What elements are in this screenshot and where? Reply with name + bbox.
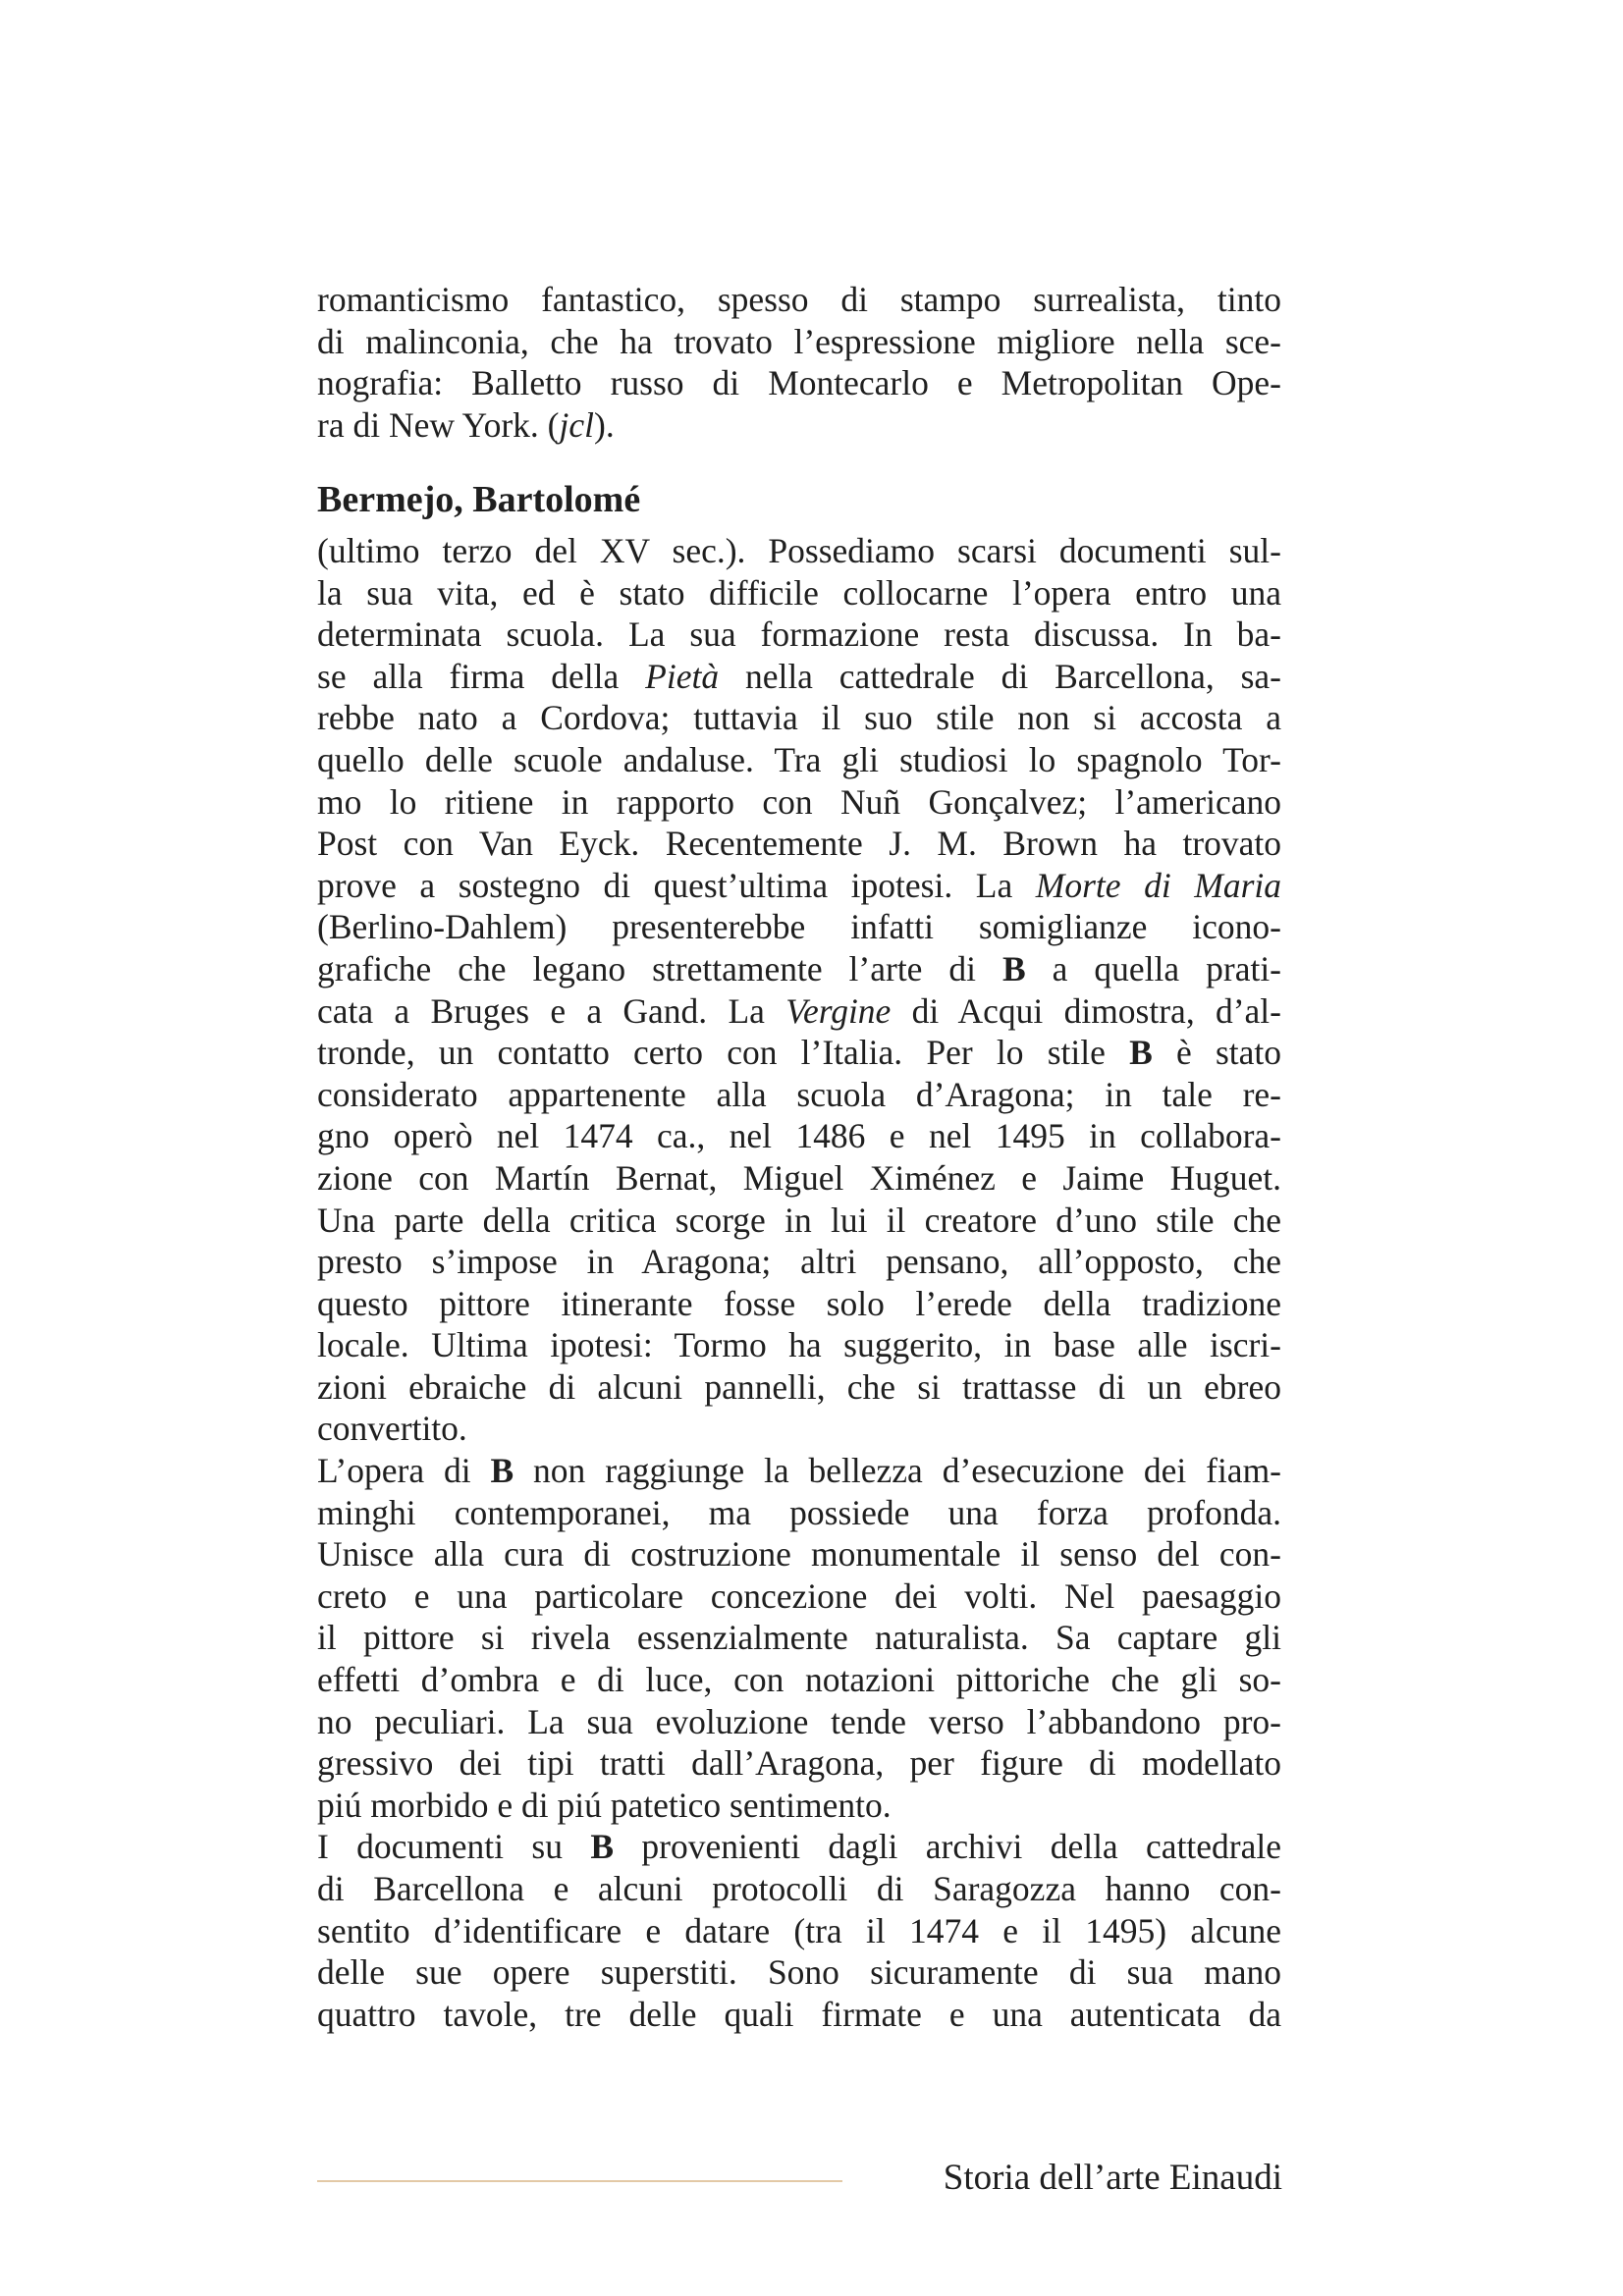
text-line: il pittore si rivela essenzialmente naturalista. Sa captare gli xyxy=(317,1618,1281,1658)
artist-abbr: B xyxy=(490,1451,514,1491)
entry-paragraph xyxy=(317,530,1281,1450)
artist-abbr: B xyxy=(590,1827,615,1867)
text-line: sentito d’identificare e datare (tra il 1474 e il 1495) alcune xyxy=(317,1910,1281,1950)
text-line: nografia: Balletto russo di Montecarlo e Metropolitan Ope- xyxy=(317,363,1281,403)
text-line: minghi contemporanei, ma possiede una forza profonda. xyxy=(317,1492,1281,1532)
text-line: Unisce alla cura di costruzione monumentale il senso del con- xyxy=(317,1534,1281,1575)
text-line: rebbe nato a Cordova; tuttavia il suo stile non si accosta a xyxy=(317,698,1281,738)
text-line: L’opera di B non raggiunge la bellezza d’esecuzione dei fiam- xyxy=(317,1451,1281,1491)
text-line: I documenti su B provenienti dagli archivi della cattedrale xyxy=(317,1827,1281,1867)
entry-paragraph xyxy=(317,1450,1281,1826)
text-line: Una parte della critica scorge in lui il creatore d’uno stile che xyxy=(317,1200,1281,1240)
footer-title: Storia dell’arte Einaudi xyxy=(943,2158,1282,2198)
text-line: delle sue opere superstiti. Sono sicuramente di sua mano xyxy=(317,1952,1281,1993)
artwork-title: Pietà xyxy=(645,656,720,696)
text-line: (Berlino-Dahlem) presenterebbe infatti somiglianze icono- xyxy=(317,907,1281,947)
text-line: locale. Ultima ipotesi: Tormo ha suggerito, in base alle iscri- xyxy=(317,1325,1281,1365)
author-initials: jcl xyxy=(559,404,594,445)
text-line: di Barcellona e alcuni protocolli di Saragozza hanno con- xyxy=(317,1869,1281,1908)
text-line: quattro tavole, tre delle quali firmate e una autenticata da xyxy=(317,1994,1281,2034)
text-line: di malinconia, che ha trovato l’espressione migliore nella sce- xyxy=(317,321,1281,361)
text-line: quello delle scuole andaluse. Tra gli studiosi lo spagnolo Tor- xyxy=(317,739,1281,779)
text-line: determinata scuola. La sua formazione resta discussa. In ba- xyxy=(317,614,1281,655)
text-line: no peculiari. La sua evoluzione tende verso l’abbandono pro- xyxy=(317,1701,1281,1741)
text-line: se alla firma della Pietà nella cattedrale di Barcellona, sa- xyxy=(317,656,1281,696)
text-line: la sua vita, ed è stato difficile collocarne l’opera entro una xyxy=(317,572,1281,613)
text-line: ra di New York. (jcl). xyxy=(317,404,615,445)
text-line: presto s’impose in Aragona; altri pensano, all’opposto, che xyxy=(317,1242,1281,1282)
text-line: Post con Van Eyck. Recentemente J. M. Brown ha trovato xyxy=(317,824,1281,864)
entry-body xyxy=(317,530,1281,2035)
text-line: grafiche che legano strettamente l’arte di B a quella prati- xyxy=(317,948,1282,988)
intro-paragraph xyxy=(317,279,1281,446)
artist-abbr: B xyxy=(1129,1033,1153,1073)
text-line: zioni ebraiche di alcuni pannelli, che si trattasse di un ebreo xyxy=(317,1366,1281,1407)
text-line: questo pittore itinerante fosse solo l’erede della tradizione xyxy=(317,1283,1281,1323)
entry-title: Bermejo, Bartolomé xyxy=(317,479,641,520)
text-line: gressivo dei tipi tratti dall’Aragona, per figure di modellato xyxy=(317,1743,1281,1784)
text-line: gno operò nel 1474 ca., nel 1486 e nel 1495 in collabora- xyxy=(317,1116,1281,1156)
footer-rule xyxy=(317,2180,842,2182)
text-line: piú morbido e di piú patetico sentimento. xyxy=(317,1785,892,1825)
text-line: mo lo ritiene in rapporto con Nuñ Gonçalvez; l’americano xyxy=(317,781,1281,822)
text-line: romanticismo fantastico, spesso di stampo surrealista, tinto xyxy=(317,280,1281,319)
artwork-title: Vergine xyxy=(785,990,892,1031)
artwork-title: Morte di Maria xyxy=(1035,865,1282,905)
text-line: (ultimo terzo del XV sec.). Possediamo scarsi documenti sul- xyxy=(317,531,1281,570)
text-line: creto e una particolare concezione dei volti. Nel paesaggio xyxy=(317,1575,1281,1616)
text-line: considerato appartenente alla scuola d’Aragona; in tale re- xyxy=(317,1074,1281,1114)
text-line: effetti d’ombra e di luce, con notazioni pittoriche che gli so- xyxy=(317,1660,1281,1700)
text-line: cata a Bruges e a Gand. La Vergine di Acqui dimostra, d’al- xyxy=(317,990,1281,1031)
artist-abbr: B xyxy=(1002,948,1026,988)
entry-paragraph xyxy=(317,1826,1281,2035)
text-line: tronde, un contatto certo con l’Italia. Per lo stile B è stato xyxy=(317,1033,1282,1073)
text-line: prove a sostegno di quest’ultima ipotesi. La Morte di Maria xyxy=(317,865,1282,905)
text-line: convertito. xyxy=(317,1409,467,1449)
text-line: zione con Martín Bernat, Miguel Ximénez e Jaime Huguet. xyxy=(317,1157,1281,1198)
